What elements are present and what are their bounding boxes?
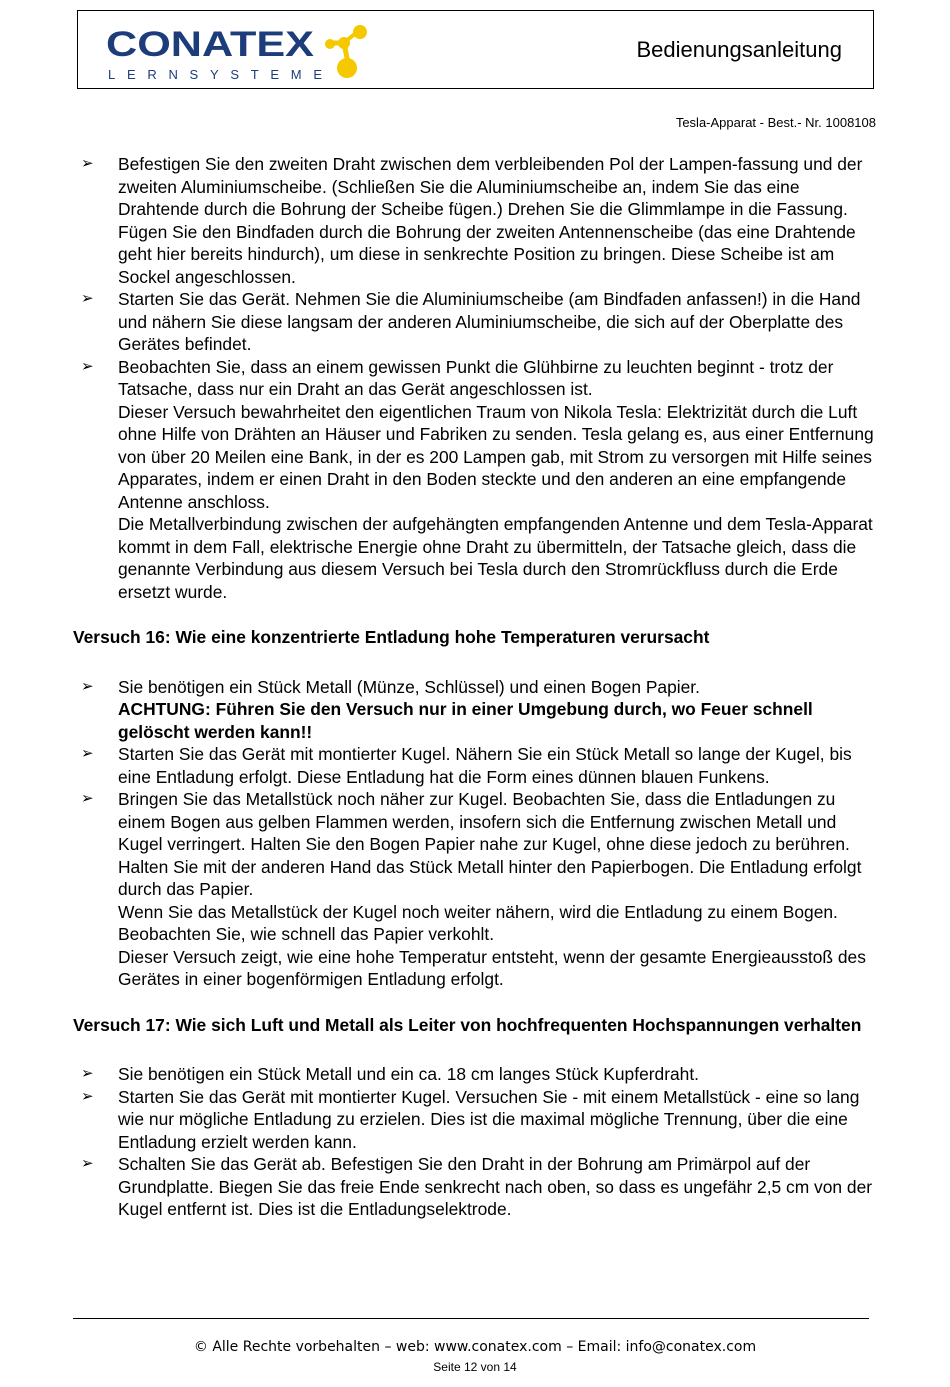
page-number: Seite 12 von 14 (433, 1360, 517, 1374)
list-item: ➢ Sie benötigen ein Stück Metall (Münze, Schlüssel) und einen Bogen Papier. ACHTUNG: Führen Sie den Versuch nur in einer Umgebung durch, wo Feuer schnell gelöscht werden kann!! (81, 676, 813, 742)
arrow-bullet-icon: ➢ (81, 790, 94, 807)
arrow-bullet-icon: ➢ (81, 357, 94, 375)
bullet-list-versuch-17 (73, 1063, 878, 1221)
document-title: Bedienungsanleitung (636, 37, 842, 62)
section-heading-versuch-17: Versuch 17: Wie sich Luft und Metall als Leiter von hochfrequenten Hochspannungen verhalten (73, 1014, 862, 1035)
paragraph: Dieser Versuch zeigt, wie eine hohe Temperatur entsteht, wenn der gesamte Energieausstoß des Gerätes in einer bogenförmigen Entladung erfolgt. (118, 946, 866, 989)
conatex-logo (106, 23, 376, 85)
arrow-bullet-icon: ➢ (81, 677, 94, 695)
list-item: ➢ Bringen Sie das Metallstück noch näher zur Kugel. Beobachten Sie, dass die Entladungen zu einem Bogen aus gelben Flammen werden, insofern sich die Entfernung zwischen Metall und Kugel verringert. Halten Sie den Bogen Papier nahe zur Kugel, ohne diese jedoch zu berühren. Halten Sie mit der anderen Hand das Stück Metall hinter den Papierbogen. Die Entladung erfolgt durch das Papier. Wenn Sie das Metallstück der Kugel noch weiter nähern, wird die Entladung zu einem Bogen. Beobachten Sie, wie schnell das Papier verkohlt. Dieser Versuch zeigt, wie eine hohe Temperatur entsteht, wenn der gesamte Energieausstoß des Gerätes in einer bogenförmigen Entladung erfolgt. (73, 788, 878, 991)
product-subtitle: Tesla-Apparat - Best.- Nr. 1008108 (675, 115, 876, 130)
arrow-bullet-icon: ➢ (81, 1155, 94, 1172)
page-header (77, 10, 874, 89)
list-item: ➢ Starten Sie das Gerät. Nehmen Sie die Aluminiumscheibe (am Bindfaden anfassen!) in die Hand und nähern Sie diese langsam der anderen Aluminiumscheibe, die sich auf der Oberplatte des Gerätes befindet. (81, 289, 861, 354)
list-item: ➢ Befestigen Sie den zweiten Draht zwischen dem verbleibenden Pol der Lampen-fassung und der zweiten Aluminiumscheibe. (Schließen Sie die Aluminiumscheibe an, indem Sie das eine Drahtende durch die Bohrung der Scheibe fügen.) Drehen Sie die Glimmlampe in die Fassung. Fügen Sie den Bindfaden durch die Bohrung der zweiten Antennenscheibe (das eine Drahtende geht hier bereits hindurch), um diese in senkrechte Position zu bringen. Diese Scheibe ist am Sockel angeschlossen. (81, 154, 863, 287)
bullet-list-versuch-16 (73, 676, 878, 991)
paragraph: Wenn Sie das Metallstück der Kugel noch weiter nähern, wird die Entladung zu einem Bogen. Beobachten Sie, wie schnell das Papier verkohlt. (118, 901, 838, 944)
arrow-bullet-icon: ➢ (81, 745, 94, 762)
arrow-bullet-icon: ➢ (81, 1087, 94, 1105)
warning-text: ACHTUNG: Führen Sie den Versuch nur in einer Umgebung durch, wo Feuer schnell gelöscht werden kann!! (118, 699, 813, 742)
section-heading-versuch-16: Versuch 16: Wie eine konzentrierte Entladung hohe Temperaturen verursacht (73, 627, 710, 647)
list-item: ➢ Schalten Sie das Gerät ab. Befestigen Sie den Draht in der Bohrung am Primärpol auf der Grundplatte. Biegen Sie das freie Ende senkrecht nach oben, so dass es ungefähr 2,5 cm von der Kugel entfernt ist. Dies ist die Entladungselektrode. (81, 1154, 873, 1219)
paragraph: Die Metallverbindung zwischen der aufgehängten empfangenden Antenne und dem Tesla-Apparat kommt in dem Fall, elektrische Energie ohne Draht zu übermitteln, der Tatsache gleich, dass die genannte Verbindung aus diesem Versuch bei Tesla durch den Stromrückfluss durch die Erde ersetzt wurde. (118, 514, 873, 602)
arrow-bullet-icon: ➢ (81, 155, 94, 172)
list-item: ➢ Starten Sie das Gerät mit montierter Kugel. Nähern Sie ein Stück Metall so lange der Kugel, bis eine Entladung erfolgt. Diese Entladung hat die Form eines dünnen blauen Funkens. (81, 744, 852, 787)
arrow-bullet-icon: ➢ (81, 1065, 94, 1082)
bullet-list-intro (73, 153, 878, 603)
atom-icon (325, 25, 367, 78)
list-item: ➢ Beobachten Sie, dass an einem gewissen Punkt die Glühbirne zu leuchten beginnt - trotz der Tatsache, dass nur ein Draht an das Gerät angeschlossen ist. Dieser Versuch bewahrheitet den eigentlichen Traum von Nikola Tesla: Elektrizität durch die Luft ohne Hilfe von Drähten an Häuser und Fabriken zu senden. Tesla gelang es, aus einer Entfernung von über 20 Meilen eine Bank, in der es 200 Lampen gab, mit Strom zu versorgen mit Hilfe seines Apparates, indem er einen Draht in den Boden steckte und den anderen an eine empfangende Antenne anschloss. Die Metallverbindung zwischen der aufgehängten empfangenden Antenne und dem Tesla-Apparat kommt in dem Fall, elektrische Energie ohne Draht zu übermitteln, der Tatsache gleich, dass die genannte Verbindung aus diesem Versuch bei Tesla durch den Stromrückfluss durch die Erde ersetzt wurde. (73, 356, 878, 604)
paragraph: Dieser Versuch bewahrheitet den eigentlichen Traum von Nikola Tesla: Elektrizität durch die Luft ohne Hilfe von Drähten an Häuser und Fabriken zu senden. Tesla gelang es, aus einer Entfernung von über 20 Meilen eine Bank, in der es 200 Lampen gab, mit Strom zu versorgen mit Hilfe seines Apparates, indem er einen Draht in den Boden steckte und den anderen an eine empfangende Antenne anschloss. (118, 401, 874, 512)
arrow-bullet-icon: ➢ (81, 290, 94, 307)
page-content (73, 153, 878, 1221)
logo-subtext: LERNSYSTEME (108, 67, 322, 82)
footer-divider (73, 1318, 869, 1319)
logo-wordmark: CONATEX (106, 25, 315, 64)
list-item: ➢ Sie benötigen ein Stück Metall und ein ca. 18 cm langes Stück Kupferdraht. (81, 1064, 699, 1084)
footer-copyright: © Alle Rechte vorbehalten – web: www.conatex.com – Email: info@conatex.com (193, 1339, 757, 1355)
list-item: ➢ Starten Sie das Gerät mit montierter Kugel. Versuchen Sie - mit einem Metallstück - eine so lang wie nur mögliche Entladung zu erzielen. Dies ist die maximal mögliche Trennung, über die eine Entladung erzielt werden kann. (81, 1086, 860, 1152)
